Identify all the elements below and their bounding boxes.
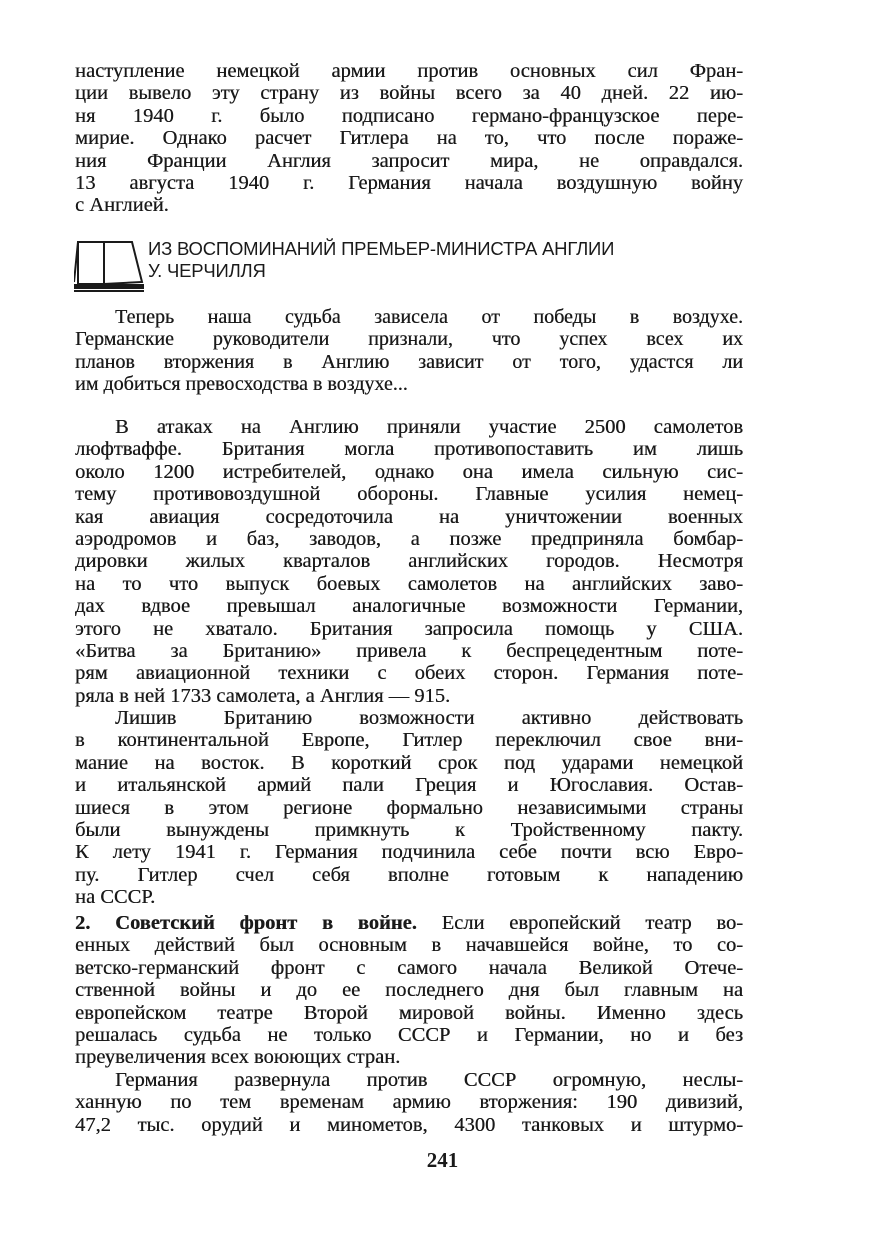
text-line: ния Франции Англия запросит мира, не оправдался. [75, 149, 743, 172]
text-line: наступление немецкой армии против основных сил Фран- [75, 60, 743, 82]
text-line: и итальянской армий пали Греция и Югославия. Остав- [75, 774, 743, 797]
text-line: этого не хватало. Британия запросила помощь у США. [75, 617, 743, 640]
text-line: «Битва за Британию» привела к беспрецедентным поте- [75, 639, 743, 662]
text-line: ня 1940 г. было подписано германо-французское пере- [75, 104, 743, 127]
text-line: ции вывело эту страну из войны всего за 40 дней. 22 ию- [75, 82, 743, 105]
text-line: на то что выпуск боевых самолетов на английских заво- [75, 572, 743, 595]
text-line: около 1200 истребителей, однако она имела сильную сис- [75, 460, 743, 483]
text-line: К лету 1941 г. Германия подчинила себе почти всю Евро- [75, 841, 743, 864]
text-line: 47,2 тыс. орудий и минометов, 4300 танковых и штурмо- [75, 1113, 743, 1136]
text-line: решалась судьба не только СССР и Германии, но и без [75, 1023, 743, 1046]
text-line: тему противовоздушной обороны. Главные усилия немец- [75, 483, 743, 506]
text-line: дах вдвое превышал аналогичные возможности Германии, [75, 595, 743, 618]
churchill-quote [75, 306, 743, 396]
text-line: пу. Гитлер счел себя вполне готовым к нападению [75, 863, 743, 886]
text-line: В атаках на Англию приняли участие 2500 самолетов [115, 416, 743, 438]
text-line: на СССР. [75, 886, 156, 909]
text-line: Теперь наша судьба зависела от победы в воздухе. [115, 306, 743, 328]
text-line: Германские руководители признали, что успех всех их [75, 328, 743, 351]
text-line: были вынуждены примкнуть к Тройственному пакту. [75, 819, 743, 842]
sidebar-heading [148, 238, 614, 282]
text-line: дировки жилых кварталов английских городов. Несмотря [75, 550, 743, 573]
text-line: европейском театре Второй мировой войны. Именно здесь [75, 1001, 743, 1024]
text-line: енных действий был основным в начавшейся войне, то со- [75, 934, 743, 957]
section-2-block [75, 912, 743, 1136]
text-line: ственной войны и до ее последнего дня был главным на [75, 979, 743, 1002]
text-line: мирие. Однако расчет Гитлера на то, что после пораже- [75, 127, 743, 150]
main-text-block [75, 416, 743, 909]
open-book-icon [74, 238, 146, 294]
page-number: 241 [426, 1148, 459, 1172]
text-line: люфтваффе. Британия могла противопоставить им лишь [75, 438, 743, 461]
text-line: ряла в ней 1733 самолета, а Англия — 915. [75, 684, 451, 707]
intro-paragraph-block [75, 60, 743, 217]
heading-line: ИЗ ВОСПОМИНАНИЙ ПРЕМЬЕР-МИНИСТРА АНГЛИИ [148, 238, 615, 259]
section-2-title: 2. Советский фронт в войне. [75, 912, 417, 934]
text-line: с Англией. [75, 194, 169, 217]
section-2-first-line-text: Если европейский театр во- [416, 912, 743, 934]
text-line: аэродромов и баз, заводов, а позже предприняла бомбар- [75, 527, 743, 550]
text-line: ветско-германский фронт с самого начала Великой Отече- [75, 956, 743, 979]
text-line: шиеся в этом регионе формально независимыми страны [75, 796, 743, 819]
text-line: мание на восток. В короткий срок под ударами немецкой [75, 751, 743, 774]
text-line: в континентальной Европе, Гитлер переключил свое вни- [75, 729, 743, 752]
text-line: Лишив Британию возможности активно действовать [115, 707, 743, 730]
text-line: рям авиационной техники с обеих сторон. Германия поте- [75, 662, 743, 685]
text-line: планов вторжения в Англию зависит от того, удастся ли [75, 350, 743, 373]
heading-line: У. ЧЕРЧИЛЛЯ [148, 260, 266, 281]
text-line: преувеличения всех воюющих стран. [75, 1046, 401, 1069]
text-line: кая авиация сосредоточила на уничтожении военных [75, 505, 743, 528]
text-line: Германия развернула против СССР огромную, неслы- [115, 1068, 743, 1091]
text-line: им добиться превосходства в воздухе... [75, 373, 408, 396]
text-line: 13 августа 1940 г. Германия начала воздушную войну [75, 171, 743, 194]
text-line: ханную по тем временам армию вторжения: 190 дивизий, [75, 1091, 743, 1114]
section-2-first-line [75, 912, 743, 934]
